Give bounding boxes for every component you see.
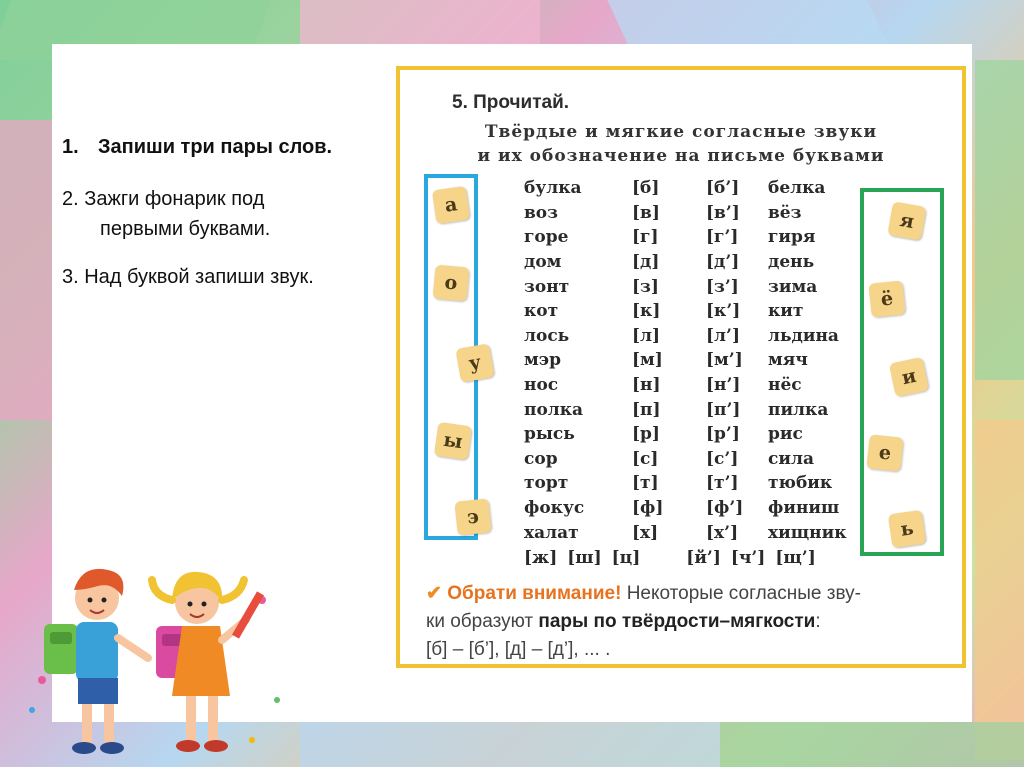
soft-sound: [х’]	[706, 522, 739, 543]
task-2-line1: 2. Зажги фонарик под	[62, 188, 265, 210]
soft-word: белка	[768, 178, 826, 199]
vowel-badge-u[interactable]: у	[455, 343, 494, 382]
hard-sound: [ф]	[632, 498, 664, 519]
task-3: 3. Над буквой запиши звук.	[62, 266, 314, 288]
task-list	[62, 132, 402, 292]
hard-sound: [л]	[632, 325, 661, 346]
soft-word: день	[768, 252, 815, 273]
vowel-badge-o[interactable]: о	[433, 265, 470, 302]
word-pair-row	[524, 520, 878, 545]
soft-sound: [т’]	[706, 473, 739, 494]
hard-word: рысь	[524, 424, 575, 445]
hard-word: булка	[524, 178, 582, 199]
soft-sound: [ф’]	[706, 498, 744, 519]
word-pair-row	[524, 201, 878, 226]
soft-word: рис	[768, 424, 803, 445]
consonant-pairs-table	[524, 176, 878, 571]
unpaired-consonants-row	[524, 545, 878, 571]
task-1	[62, 132, 402, 162]
soft-sound: [п’]	[706, 399, 741, 420]
soft-sound: [р’]	[706, 424, 740, 445]
soft-word: гиря	[768, 227, 816, 248]
word-pair-row	[524, 397, 878, 422]
soft-word: мяч	[768, 350, 808, 371]
vowel-badge-yo[interactable]: ё	[868, 280, 905, 317]
soft-word: кит	[768, 301, 804, 322]
word-pair-row	[524, 373, 878, 398]
task-2	[62, 184, 402, 244]
soft-word: сила	[768, 448, 814, 469]
hard-sound: [т]	[632, 473, 659, 494]
exercise-heading-line1: Твёрдые и мягкие согласные звуки	[484, 122, 878, 142]
unpaired-sound: [ш]	[567, 547, 602, 568]
word-pair-row	[524, 299, 878, 324]
soft-word: хищник	[768, 522, 847, 543]
exercise-heading-line2: и их обозначение на письме буквами	[477, 146, 885, 166]
hard-sound: [р]	[632, 424, 660, 445]
hard-sound: [б]	[632, 178, 660, 199]
hard-sound: [д]	[632, 252, 660, 273]
hard-word: кот	[524, 301, 559, 322]
checkmark-icon: ✔	[426, 583, 442, 604]
hard-word: сор	[524, 448, 558, 469]
soft-word: финиш	[768, 498, 840, 519]
unpaired-sound: [щ’]	[775, 547, 816, 568]
vowel-badge-a[interactable]: а	[432, 186, 470, 224]
soft-sound: [с’]	[706, 448, 739, 469]
soft-word: тюбик	[768, 473, 833, 494]
hard-word: полка	[524, 399, 584, 420]
soft-word: вёз	[768, 202, 802, 223]
hard-sound: [х]	[632, 522, 659, 543]
hard-word: горе	[524, 227, 569, 248]
note-text-1: Некоторые согласные зву-	[626, 583, 861, 604]
hard-sound: [с]	[632, 448, 659, 469]
children-illustration	[22, 560, 292, 760]
word-pair-row	[524, 496, 878, 521]
vowel-badge-ya[interactable]: я	[887, 201, 926, 240]
hard-sound: [з]	[632, 276, 659, 297]
soft-sound: [з’]	[706, 276, 739, 297]
soft-sound: [б’]	[706, 178, 740, 199]
textbook-exercise	[396, 66, 966, 668]
hard-sound: [к]	[632, 301, 661, 322]
exercise-title: 5. Прочитай.	[452, 92, 570, 113]
hard-word: лось	[524, 325, 570, 346]
hard-sound: [в]	[632, 202, 660, 223]
word-pair-row	[524, 274, 878, 299]
soft-sound: [м’]	[706, 350, 743, 371]
note-bold: пары по твёрдости–мягкости	[538, 611, 816, 632]
soft-sound: [в’]	[706, 202, 740, 223]
soft-word: льдина	[768, 325, 839, 346]
hard-sound: [г]	[632, 227, 659, 248]
word-pair-row	[524, 348, 878, 373]
hard-word: воз	[524, 202, 558, 223]
soft-word: пилка	[768, 399, 829, 420]
unpaired-sound: [ж]	[524, 547, 558, 568]
task-1-number: 1.	[62, 136, 79, 158]
hard-word: дом	[524, 252, 562, 273]
hard-word: зонт	[524, 276, 570, 297]
soft-sound: [к’]	[706, 301, 741, 322]
hard-word: фокус	[524, 498, 585, 519]
word-pair-row	[524, 471, 878, 496]
vowel-badge-soft-sign[interactable]: ь	[888, 510, 926, 548]
hard-word: мэр	[524, 350, 562, 371]
task-1-text: Запиши три пары слов.	[98, 136, 333, 158]
soft-word: нёс	[768, 375, 802, 396]
vowel-badge-e[interactable]: е	[866, 434, 903, 471]
unpaired-sound: [й’]	[686, 547, 721, 568]
soft-sound: [д’]	[706, 252, 740, 273]
word-pair-row	[524, 250, 878, 275]
soft-word: зима	[768, 276, 818, 297]
word-pair-row	[524, 176, 878, 201]
unpaired-sound: [ц]	[611, 547, 641, 568]
hard-word: халат	[524, 522, 579, 543]
soft-sound: [г’]	[706, 227, 739, 248]
hard-sound: [м]	[632, 350, 663, 371]
hard-sound: [н]	[632, 375, 661, 396]
task-2-line2: первыми буквами.	[100, 218, 271, 240]
vowel-badge-y[interactable]: ы	[434, 422, 472, 460]
attention-label: Обрати внимание!	[447, 583, 622, 604]
vowel-badge-i[interactable]: и	[889, 357, 929, 397]
attention-note	[426, 580, 956, 664]
unpaired-sound: [ч’]	[730, 547, 766, 568]
vowel-badge-e-hard[interactable]: э	[454, 498, 491, 535]
word-pair-row	[524, 225, 878, 250]
word-pair-row	[524, 324, 878, 349]
note-text-3: :	[815, 611, 821, 632]
soft-sound: [л’]	[706, 325, 740, 346]
hard-word: нос	[524, 375, 559, 396]
hard-word: торт	[524, 473, 569, 494]
hard-sound: [п]	[632, 399, 661, 420]
soft-sound: [н’]	[706, 375, 741, 396]
note-text-4: [б] – [б’], [д] – [д’], ... .	[426, 639, 611, 660]
note-text-2: ки образуют	[426, 611, 534, 632]
word-pair-row	[524, 422, 878, 447]
word-pair-row	[524, 447, 878, 472]
